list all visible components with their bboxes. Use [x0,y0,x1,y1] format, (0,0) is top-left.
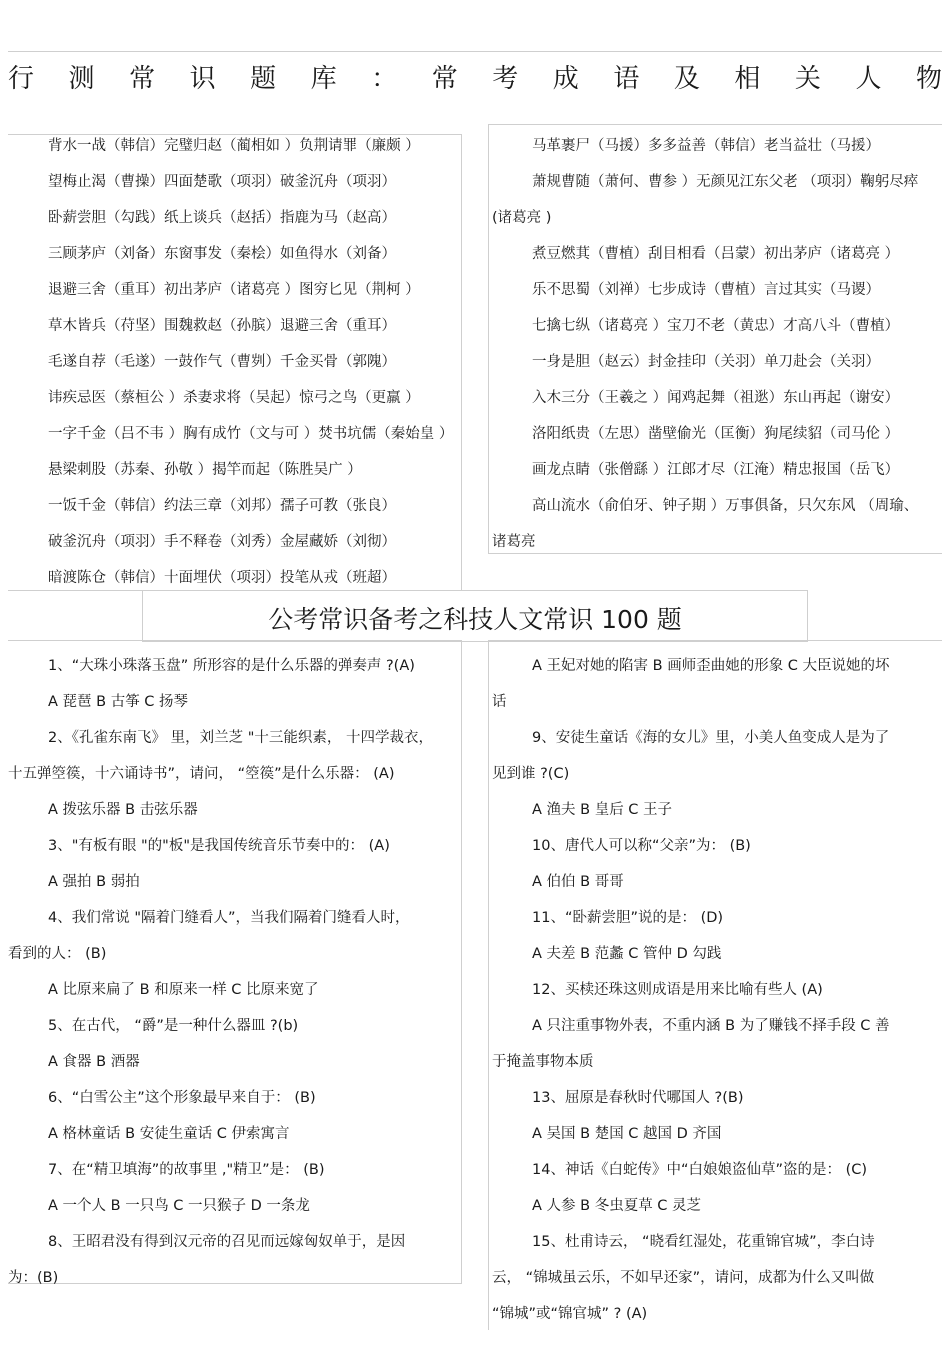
title-char: 物 [915,64,942,94]
title-char: 题 [250,64,277,94]
title-char: ： [371,64,398,94]
text-line: 诸葛亮 [492,534,536,550]
text-line: A 食器 B 酒器 [48,1054,140,1070]
text-line: 背水一战（韩信）完璧归赵（蔺相如 ）负荆请罪（廉颇 ） [48,138,420,154]
text-line: 1、“大珠小珠落玉盘” 所形容的是什么乐器的弹奏声 ?(A) [48,658,415,674]
title-char: 成 [552,64,579,94]
text-line: 萧规曹随（萧何、曹参 ）无颜见江东父老 （项羽）鞠躬尽瘁 [532,174,919,190]
text-line: 马革裹尸（马援）多多益善（韩信）老当益壮（马援） [532,138,880,154]
text-line: A 格林童话 B 安徒生童话 C 伊索寓言 [48,1126,290,1142]
page-title [8,58,942,100]
text-line: 草木皆兵（苻坚）围魏救赵（孙膑）退避三舍（重耳） [48,318,396,334]
text-line: 望梅止渴（曹操）四面楚歌（项羽）破釜沉舟（项羽） [48,174,396,190]
title-char: 人 [855,64,882,94]
text-line: A 拨弦乐器 B 击弦乐器 [48,802,198,818]
text-line: 高山流水（俞伯牙、钟子期 ）万事俱备，只欠东风 （周瑜、 [532,498,919,514]
text-line: 暗渡陈仓（韩信）十面埋伏（项羽）投笔从戎（班超） [48,570,396,586]
title-char: 常 [129,64,156,94]
text-line: A 夫差 B 范蠡 C 管仲 D 勾践 [532,946,722,962]
title-char: 库 [310,64,337,94]
text-line: 乐不思蜀（刘禅）七步成诗（曹植）言过其实（马谡） [532,282,880,298]
text-line: A 渔夫 B 皇后 C 王子 [532,802,673,818]
text-line: A 强拍 B 弱拍 [48,874,140,890]
text-line: 卧薪尝胆（勾践）纸上谈兵（赵括）指鹿为马（赵高） [48,210,396,226]
text-line: 11、“卧薪尝胆”说的是： (D) [532,910,724,926]
text-line: 讳疾忌医（蔡桓公 ）杀妻求将（吴起）惊弓之鸟（更羸 ） [48,390,420,406]
text-line: A 人参 B 冬虫夏草 C 灵芝 [532,1198,702,1214]
text-line: A 吴国 B 楚国 C 越国 D 齐国 [532,1126,722,1142]
text-line: 12、买椟还珠这则成语是用来比喻有些人 (A) [532,982,823,998]
text-line: 退避三舍（重耳）初出茅庐（诸葛亮 ）图穷匕见（荆柯 ） [48,282,420,298]
text-line: 14、神话《白蛇传》中“白娘娘盗仙草”盗的是： (C) [532,1162,868,1178]
text-line: 一字千金（吕不韦 ）胸有成竹（文与可 ）焚书坑儒（秦始皇 ） [48,426,454,442]
text-line: 6、“白雪公主”这个形象最早来自于： (B) [48,1090,316,1106]
idioms-left-column [8,136,460,592]
section-heading: 公考常识备考之科技人文常识 100 题 [268,605,682,634]
text-line: 为：(B) [8,1270,59,1286]
title-char: 常 [431,64,458,94]
text-line: 一饭千金（韩信）约法三章（刘邦）孺子可教（张良） [48,498,396,514]
text-line: 于掩盖事物本质 [492,1054,594,1070]
text-line: 13、屈原是春秋时代哪国人 ?(B) [532,1090,744,1106]
text-line: 入木三分（王羲之 ）闻鸡起舞（祖逖）东山再起（谢安） [532,390,900,406]
text-line: 8、王昭君没有得到汉元帝的召见而远嫁匈奴单于，是因 [48,1234,406,1250]
text-line: 9、安徒生童话《海的女儿》里，小美人鱼变成人是为了 [532,730,890,746]
text-line: 看到的人： (B) [8,946,107,962]
text-line: 破釜沉舟（项羽）手不释卷（刘秀）金屋藏娇（刘彻） [48,534,396,550]
text-line: 画龙点睛（张僧繇 ）江郎才尽（江淹）精忠报国（岳飞） [532,462,900,478]
text-line: 十五弹箜篌，十六诵诗书”，请问， “箜篌”是什么乐器： (A) [8,766,395,782]
title-char: 行 [8,64,35,94]
quiz-right-column [492,656,940,1328]
text-line: A 只注重事物外表，不重内涵 B 为了赚钱不择手段 C 善 [532,1018,890,1034]
title-char: 考 [492,64,519,94]
title-char: 识 [189,64,216,94]
text-line: 毛遂自荐（毛遂）一鼓作气（曹刿）千金买骨（郭隗） [48,354,396,370]
text-line: A 王妃对她的陷害 B 画师歪曲她的形象 C 大臣说她的坏 [532,658,890,674]
text-line: A 比原来扁了 B 和原来一样 C 比原来宽了 [48,982,319,998]
text-line: 一身是胆（赵云）封金挂印（关羽）单刀赴会（关羽） [532,354,880,370]
text-line: 洛阳纸贵（左思）凿壁偷光（匡衡）狗尾续貂（司马伦 ） [532,426,900,442]
text-line: 见到谁 ?(C) [492,766,570,782]
text-line: 煮豆燃萁（曹植）刮目相看（吕蒙）初出茅庐（诸葛亮 ） [532,246,900,262]
text-line: (诸葛亮 ) [492,210,552,226]
text-line: 三顾茅庐（刘备）东窗事发（秦桧）如鱼得水（刘备） [48,246,396,262]
title-char: 相 [734,64,761,94]
quiz-left-column [8,656,460,1286]
text-line: “锦城”或“锦官城” ? (A) [492,1306,648,1322]
text-line: A 伯伯 B 哥哥 [532,874,624,890]
text-line: 10、唐代人可以称“父亲”为： (B) [532,838,751,854]
text-line: 云， “锦城虽云乐，不如早还家”，请问，成都为什么又叫做 [492,1270,875,1286]
text-line: 2、《孔雀东南飞》 里，刘兰芝 "十三能织素， 十四学裁衣， [48,730,433,746]
idioms-right-column [492,136,940,556]
title-char: 及 [673,64,700,94]
text-line: 15、杜甫诗云， “晓看红湿处，花重锦官城”，李白诗 [532,1234,875,1250]
text-line: A 一个人 B 一只鸟 C 一只猴子 D 一条龙 [48,1198,310,1214]
title-char: 语 [613,64,640,94]
text-line: 七擒七纵（诸葛亮 ）宝刀不老（黄忠）才高八斗（曹植） [532,318,900,334]
text-line: A 琵琶 B 古筝 C 扬琴 [48,694,189,710]
title-char: 测 [68,64,95,94]
title-char: 关 [794,64,821,94]
text-line: 7、在“精卫填海”的故事里 ,"精卫”是： (B) [48,1162,325,1178]
text-line: 悬梁刺股（苏秦、孙敬 ）揭竿而起（陈胜吴广 ） [48,462,362,478]
text-line: 5、在古代， “爵”是一种什么器皿 ?(b) [48,1018,299,1034]
top-rule [8,51,942,52]
text-line: 话 [492,694,507,710]
text-line: 4、我们常说 "隔着门缝看人”，当我们隔着门缝看人时， [48,910,410,926]
text-line: 3、"有板有眼 "的"板"是我国传统音乐节奏中的： (A) [48,838,390,854]
